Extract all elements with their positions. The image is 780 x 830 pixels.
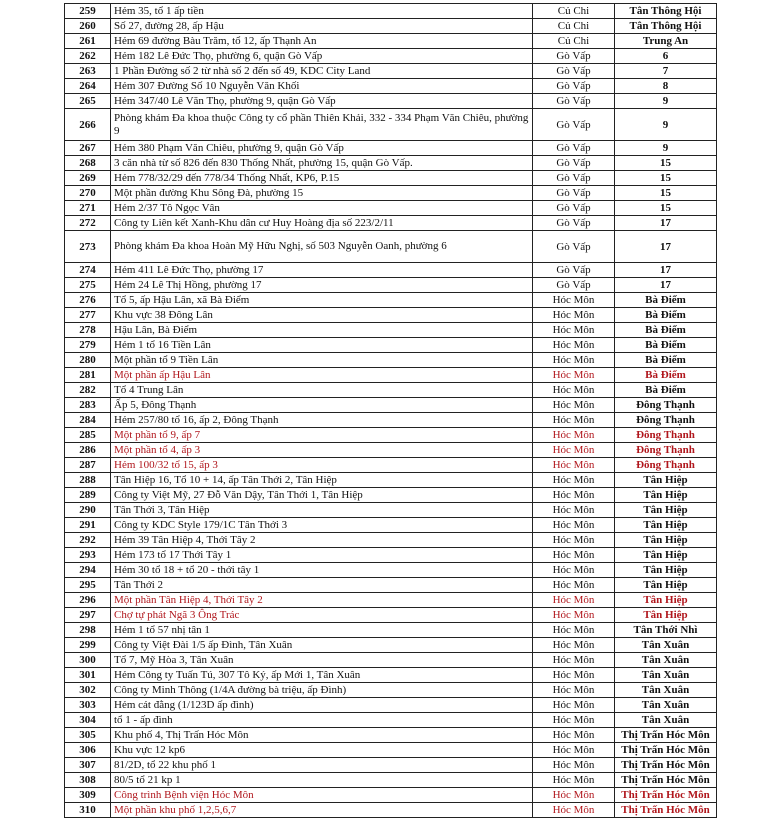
district-cell: Gò Vấp (533, 79, 615, 94)
ward-cell: Đông Thạnh (615, 443, 717, 458)
address-cell: Hẻm 182 Lê Đức Thọ, phường 6, quận Gò Vấp (111, 49, 533, 64)
district-cell: Hóc Môn (533, 293, 615, 308)
row-number-cell: 291 (65, 518, 111, 533)
row-number-cell: 276 (65, 293, 111, 308)
row-number-cell: 275 (65, 278, 111, 293)
table-row (65, 593, 717, 608)
district-cell: Hóc Môn (533, 698, 615, 713)
table-row (65, 473, 717, 488)
ward-cell: 8 (615, 79, 717, 94)
table-row (65, 34, 717, 49)
address-cell: Hẻm 69 đường Bàu Trăm, tổ 12, ấp Thạnh An (111, 34, 533, 49)
district-cell: Gò Vấp (533, 109, 615, 141)
row-number-cell: 263 (65, 64, 111, 79)
address-cell: Một phần tổ 4, ấp 3 (111, 443, 533, 458)
table-row (65, 413, 717, 428)
address-cell: Hẻm 778/32/29 đến 778/34 Thống Nhất, KP6, P.15 (111, 171, 533, 186)
row-number-cell: 273 (65, 231, 111, 263)
ward-cell: Bà Điểm (615, 338, 717, 353)
table-row (65, 668, 717, 683)
row-number-cell: 287 (65, 458, 111, 473)
table-row (65, 216, 717, 231)
row-number-cell: 261 (65, 34, 111, 49)
table-row (65, 278, 717, 293)
district-cell: Hóc Môn (533, 503, 615, 518)
district-cell: Gò Vấp (533, 231, 615, 263)
row-number-cell: 306 (65, 743, 111, 758)
district-cell: Hóc Môn (533, 413, 615, 428)
ward-cell: Bà Điểm (615, 293, 717, 308)
ward-cell: 9 (615, 109, 717, 141)
table-row (65, 698, 717, 713)
row-number-cell: 303 (65, 698, 111, 713)
address-cell: Hẻm Công ty Tuấn Tú, 307 Tô Ký, ấp Mới 1, Tân Xuân (111, 668, 533, 683)
district-cell: Hóc Môn (533, 443, 615, 458)
district-cell: Hóc Môn (533, 353, 615, 368)
table-row (65, 49, 717, 64)
district-cell: Hóc Môn (533, 758, 615, 773)
table-row (65, 488, 717, 503)
district-cell: Củ Chi (533, 19, 615, 34)
table-row (65, 94, 717, 109)
table-row (65, 368, 717, 383)
district-cell: Hóc Môn (533, 638, 615, 653)
row-number-cell: 274 (65, 263, 111, 278)
row-number-cell: 269 (65, 171, 111, 186)
row-number-cell: 280 (65, 353, 111, 368)
address-cell: Hậu Lân, Bà Điểm (111, 323, 533, 338)
district-cell: Hóc Môn (533, 338, 615, 353)
district-cell: Hóc Môn (533, 308, 615, 323)
district-cell: Gò Vấp (533, 94, 615, 109)
table-row (65, 653, 717, 668)
ward-cell: 15 (615, 186, 717, 201)
district-cell: Hóc Môn (533, 518, 615, 533)
ward-cell: Bà Điểm (615, 383, 717, 398)
ward-cell: Thị Trấn Hóc Môn (615, 803, 717, 818)
ward-cell: Tân Hiệp (615, 488, 717, 503)
ward-cell: 9 (615, 141, 717, 156)
table-row (65, 638, 717, 653)
table-row (65, 788, 717, 803)
address-cell: Phòng khám Đa khoa Hoàn Mỹ Hữu Nghị, số 503 Nguyễn Oanh, phường 6 (111, 231, 533, 263)
row-number-cell: 279 (65, 338, 111, 353)
ward-cell: Tân Hiệp (615, 563, 717, 578)
row-number-cell: 277 (65, 308, 111, 323)
row-number-cell: 307 (65, 758, 111, 773)
ward-cell: 17 (615, 231, 717, 263)
row-number-cell: 268 (65, 156, 111, 171)
ward-cell: Tân Hiệp (615, 503, 717, 518)
address-cell: Tổ 7, Mỹ Hòa 3, Tân Xuân (111, 653, 533, 668)
district-cell: Gò Vấp (533, 263, 615, 278)
ward-cell: 15 (615, 201, 717, 216)
row-number-cell: 305 (65, 728, 111, 743)
district-cell: Hóc Môn (533, 383, 615, 398)
ward-cell: Tân Hiệp (615, 548, 717, 563)
ward-cell: Thị Trấn Hóc Môn (615, 758, 717, 773)
address-cell: Tổ 4 Trung Lân (111, 383, 533, 398)
ward-cell: Tân Xuân (615, 683, 717, 698)
table-row (65, 293, 717, 308)
row-number-cell: 301 (65, 668, 111, 683)
table-row (65, 623, 717, 638)
ward-cell: 15 (615, 171, 717, 186)
table-row (65, 323, 717, 338)
district-cell: Hóc Môn (533, 653, 615, 668)
district-cell: Hóc Môn (533, 488, 615, 503)
ward-cell: Bà Điểm (615, 353, 717, 368)
ward-cell: Tân Thông Hội (615, 19, 717, 34)
district-cell: Gò Vấp (533, 156, 615, 171)
table-row (65, 713, 717, 728)
district-cell: Gò Vấp (533, 186, 615, 201)
table-row (65, 578, 717, 593)
row-number-cell: 282 (65, 383, 111, 398)
row-number-cell: 298 (65, 623, 111, 638)
district-cell: Hóc Môn (533, 323, 615, 338)
ward-cell: Tân Hiệp (615, 578, 717, 593)
row-number-cell: 285 (65, 428, 111, 443)
ward-cell: Tân Xuân (615, 698, 717, 713)
address-cell: Ấp 5, Đông Thạnh (111, 398, 533, 413)
row-number-cell: 296 (65, 593, 111, 608)
row-number-cell: 278 (65, 323, 111, 338)
lockdown-list-table (64, 3, 717, 818)
ward-cell: Bà Điểm (615, 308, 717, 323)
address-cell: Hẻm 1 tổ 16 Tiền Lân (111, 338, 533, 353)
table-row (65, 458, 717, 473)
district-cell: Hóc Môn (533, 623, 615, 638)
ward-cell: Tân Hiệp (615, 608, 717, 623)
table-row (65, 308, 717, 323)
row-number-cell: 286 (65, 443, 111, 458)
ward-cell: Tân Xuân (615, 638, 717, 653)
table-row (65, 743, 717, 758)
district-cell: Hóc Môn (533, 428, 615, 443)
district-cell: Gò Vấp (533, 201, 615, 216)
address-cell: Số 27, đường 28, ấp Hậu (111, 19, 533, 34)
table-row (65, 608, 717, 623)
address-cell: Hẻm 307 Đường Số 10 Nguyễn Văn Khối (111, 79, 533, 94)
district-cell: Hóc Môn (533, 683, 615, 698)
row-number-cell: 302 (65, 683, 111, 698)
table-body (65, 4, 717, 818)
district-cell: Hóc Môn (533, 773, 615, 788)
address-cell: Hẻm 173 tổ 17 Thới Tây 1 (111, 548, 533, 563)
district-cell: Hóc Môn (533, 473, 615, 488)
ward-cell: 6 (615, 49, 717, 64)
row-number-cell: 289 (65, 488, 111, 503)
table-row (65, 64, 717, 79)
row-number-cell: 283 (65, 398, 111, 413)
address-cell: Hẻm 39 Tân Hiệp 4, Thới Tây 2 (111, 533, 533, 548)
table-row (65, 518, 717, 533)
row-number-cell: 265 (65, 94, 111, 109)
district-cell: Hóc Môn (533, 668, 615, 683)
table-row (65, 443, 717, 458)
district-cell: Hóc Môn (533, 368, 615, 383)
address-cell: tổ 1 - ấp đình (111, 713, 533, 728)
table-row (65, 758, 717, 773)
row-number-cell: 284 (65, 413, 111, 428)
ward-cell: 9 (615, 94, 717, 109)
ward-cell: Tân Hiệp (615, 518, 717, 533)
table-row (65, 19, 717, 34)
address-cell: Tân Thới 2 (111, 578, 533, 593)
address-cell: Phòng khám Đa khoa thuộc Công ty cổ phần Thiên Khải, 332 - 334 Phạm Văn Chiêu, phường 9 (111, 109, 533, 141)
row-number-cell: 260 (65, 19, 111, 34)
row-number-cell: 309 (65, 788, 111, 803)
address-cell: 80/5 tổ 21 kp 1 (111, 773, 533, 788)
address-cell: Hẻm 380 Phạm Văn Chiêu, phường 9, quận Gò Vấp (111, 141, 533, 156)
table-row (65, 353, 717, 368)
district-cell: Hóc Môn (533, 398, 615, 413)
table-row (65, 141, 717, 156)
table-row (65, 683, 717, 698)
lockdown-list-table-container (64, 3, 716, 818)
address-cell: Khu vực 12 kp6 (111, 743, 533, 758)
address-cell: 1 Phần Đường số 2 từ nhà số 2 đến số 49, KDC City Land (111, 64, 533, 79)
table-row (65, 79, 717, 94)
row-number-cell: 310 (65, 803, 111, 818)
row-number-cell: 264 (65, 79, 111, 94)
district-cell: Hóc Môn (533, 593, 615, 608)
row-number-cell: 299 (65, 638, 111, 653)
district-cell: Hóc Môn (533, 788, 615, 803)
ward-cell: Tân Thới Nhì (615, 623, 717, 638)
ward-cell: Tân Xuân (615, 653, 717, 668)
row-number-cell: 297 (65, 608, 111, 623)
table-row (65, 383, 717, 398)
address-cell: 81/2D, tổ 22 khu phố 1 (111, 758, 533, 773)
district-cell: Hóc Môn (533, 548, 615, 563)
address-cell: Hẻm 100/32 tổ 15, ấp 3 (111, 458, 533, 473)
row-number-cell: 304 (65, 713, 111, 728)
row-number-cell: 294 (65, 563, 111, 578)
table-row (65, 263, 717, 278)
table-row (65, 773, 717, 788)
row-number-cell: 259 (65, 4, 111, 19)
row-number-cell: 295 (65, 578, 111, 593)
ward-cell: Tân Xuân (615, 668, 717, 683)
ward-cell: Thị Trấn Hóc Môn (615, 788, 717, 803)
ward-cell: Tân Xuân (615, 713, 717, 728)
ward-cell: Đông Thạnh (615, 398, 717, 413)
row-number-cell: 272 (65, 216, 111, 231)
row-number-cell: 281 (65, 368, 111, 383)
row-number-cell: 288 (65, 473, 111, 488)
address-cell: 3 căn nhà từ số 826 đến 830 Thống Nhất, phường 15, quận Gò Vấp. (111, 156, 533, 171)
address-cell: Hẻm 347/40 Lê Văn Thọ, phường 9, quận Gò Vấp (111, 94, 533, 109)
address-cell: Hẻm 257/80 tổ 16, ấp 2, Đông Thạnh (111, 413, 533, 428)
row-number-cell: 308 (65, 773, 111, 788)
row-number-cell: 293 (65, 548, 111, 563)
row-number-cell: 290 (65, 503, 111, 518)
table-row (65, 548, 717, 563)
table-row (65, 186, 717, 201)
address-cell: Hẻm 411 Lê Đức Thọ, phường 17 (111, 263, 533, 278)
row-number-cell: 292 (65, 533, 111, 548)
ward-cell: 17 (615, 263, 717, 278)
ward-cell: Tân Hiệp (615, 473, 717, 488)
address-cell: Tổ 5, ấp Hậu Lân, xã Bà Điểm (111, 293, 533, 308)
address-cell: Một phần khu phố 1,2,5,6,7 (111, 803, 533, 818)
table-row (65, 398, 717, 413)
table-row (65, 231, 717, 263)
district-cell: Hóc Môn (533, 728, 615, 743)
district-cell: Hóc Môn (533, 578, 615, 593)
row-number-cell: 262 (65, 49, 111, 64)
address-cell: Công trình Bệnh viện Hóc Môn (111, 788, 533, 803)
address-cell: Hẻm 30 tổ 18 + tổ 20 - thới tây 1 (111, 563, 533, 578)
row-number-cell: 266 (65, 109, 111, 141)
ward-cell: Tân Thông Hội (615, 4, 717, 19)
table-row (65, 503, 717, 518)
district-cell: Hóc Môn (533, 713, 615, 728)
district-cell: Gò Vấp (533, 64, 615, 79)
ward-cell: Bà Điểm (615, 368, 717, 383)
address-cell: Tân Hiệp 16, Tổ 10 + 14, ấp Tân Thới 2, Tân Hiệp (111, 473, 533, 488)
ward-cell: 17 (615, 278, 717, 293)
ward-cell: Tân Hiệp (615, 533, 717, 548)
table-row (65, 803, 717, 818)
ward-cell: Bà Điểm (615, 323, 717, 338)
ward-cell: Đông Thạnh (615, 458, 717, 473)
table-row (65, 4, 717, 19)
table-row (65, 563, 717, 578)
table-row (65, 171, 717, 186)
district-cell: Gò Vấp (533, 49, 615, 64)
address-cell: Một phần đường Khu Sông Đà, phường 15 (111, 186, 533, 201)
district-cell: Hóc Môn (533, 743, 615, 758)
district-cell: Gò Vấp (533, 278, 615, 293)
district-cell: Hóc Môn (533, 563, 615, 578)
address-cell: Một phần Tân Hiệp 4, Thới Tây 2 (111, 593, 533, 608)
ward-cell: Tân Hiệp (615, 593, 717, 608)
district-cell: Gò Vấp (533, 141, 615, 156)
ward-cell: 7 (615, 64, 717, 79)
table-row (65, 156, 717, 171)
address-cell: Chợ tự phát Ngã 3 Ông Trác (111, 608, 533, 623)
address-cell: Hẻm 2/37 Tô Ngọc Vân (111, 201, 533, 216)
table-row (65, 428, 717, 443)
district-cell: Gò Vấp (533, 171, 615, 186)
address-cell: Một phần ấp Hậu Lân (111, 368, 533, 383)
ward-cell: 15 (615, 156, 717, 171)
row-number-cell: 271 (65, 201, 111, 216)
district-cell: Gò Vấp (533, 216, 615, 231)
district-cell: Hóc Môn (533, 608, 615, 623)
table-row (65, 109, 717, 141)
ward-cell: 17 (615, 216, 717, 231)
table-row (65, 338, 717, 353)
address-cell: Tân Thới 3, Tân Hiệp (111, 503, 533, 518)
address-cell: Một phần tổ 9, ấp 7 (111, 428, 533, 443)
address-cell: Công ty Minh Thông (1/4A đường bà triệu, ấp Đình) (111, 683, 533, 698)
ward-cell: Thị Trấn Hóc Môn (615, 773, 717, 788)
address-cell: Hẻm cát đằng (1/123D ấp đình) (111, 698, 533, 713)
district-cell: Củ Chi (533, 34, 615, 49)
ward-cell: Thị Trấn Hóc Môn (615, 743, 717, 758)
address-cell: Hẻm 35, tổ 1 ấp tiền (111, 4, 533, 19)
table-row (65, 533, 717, 548)
table-row (65, 728, 717, 743)
ward-cell: Đông Thạnh (615, 413, 717, 428)
district-cell: Hóc Môn (533, 458, 615, 473)
address-cell: Khu phố 4, Thị Trấn Hóc Môn (111, 728, 533, 743)
address-cell: Hẻm 24 Lê Thị Hồng, phường 17 (111, 278, 533, 293)
address-cell: Công ty KDC Style 179/1C Tân Thới 3 (111, 518, 533, 533)
address-cell: Một phần tổ 9 Tiền Lân (111, 353, 533, 368)
row-number-cell: 270 (65, 186, 111, 201)
address-cell: Công ty Việt Mỹ, 27 Đỗ Văn Dậy, Tân Thới 1, Tân Hiệp (111, 488, 533, 503)
table-row (65, 201, 717, 216)
district-cell: Củ Chi (533, 4, 615, 19)
row-number-cell: 267 (65, 141, 111, 156)
address-cell: Công ty Liên kết Xanh-Khu dân cư Huy Hoàng địa số 223/2/11 (111, 216, 533, 231)
ward-cell: Trung An (615, 34, 717, 49)
address-cell: Khu vực 38 Đông Lân (111, 308, 533, 323)
district-cell: Hóc Môn (533, 803, 615, 818)
address-cell: Hẻm 1 tổ 57 nhị tân 1 (111, 623, 533, 638)
ward-cell: Đông Thạnh (615, 428, 717, 443)
district-cell: Hóc Môn (533, 533, 615, 548)
ward-cell: Thị Trấn Hóc Môn (615, 728, 717, 743)
row-number-cell: 300 (65, 653, 111, 668)
address-cell: Công ty Việt Đài 1/5 ấp Đình, Tân Xuân (111, 638, 533, 653)
